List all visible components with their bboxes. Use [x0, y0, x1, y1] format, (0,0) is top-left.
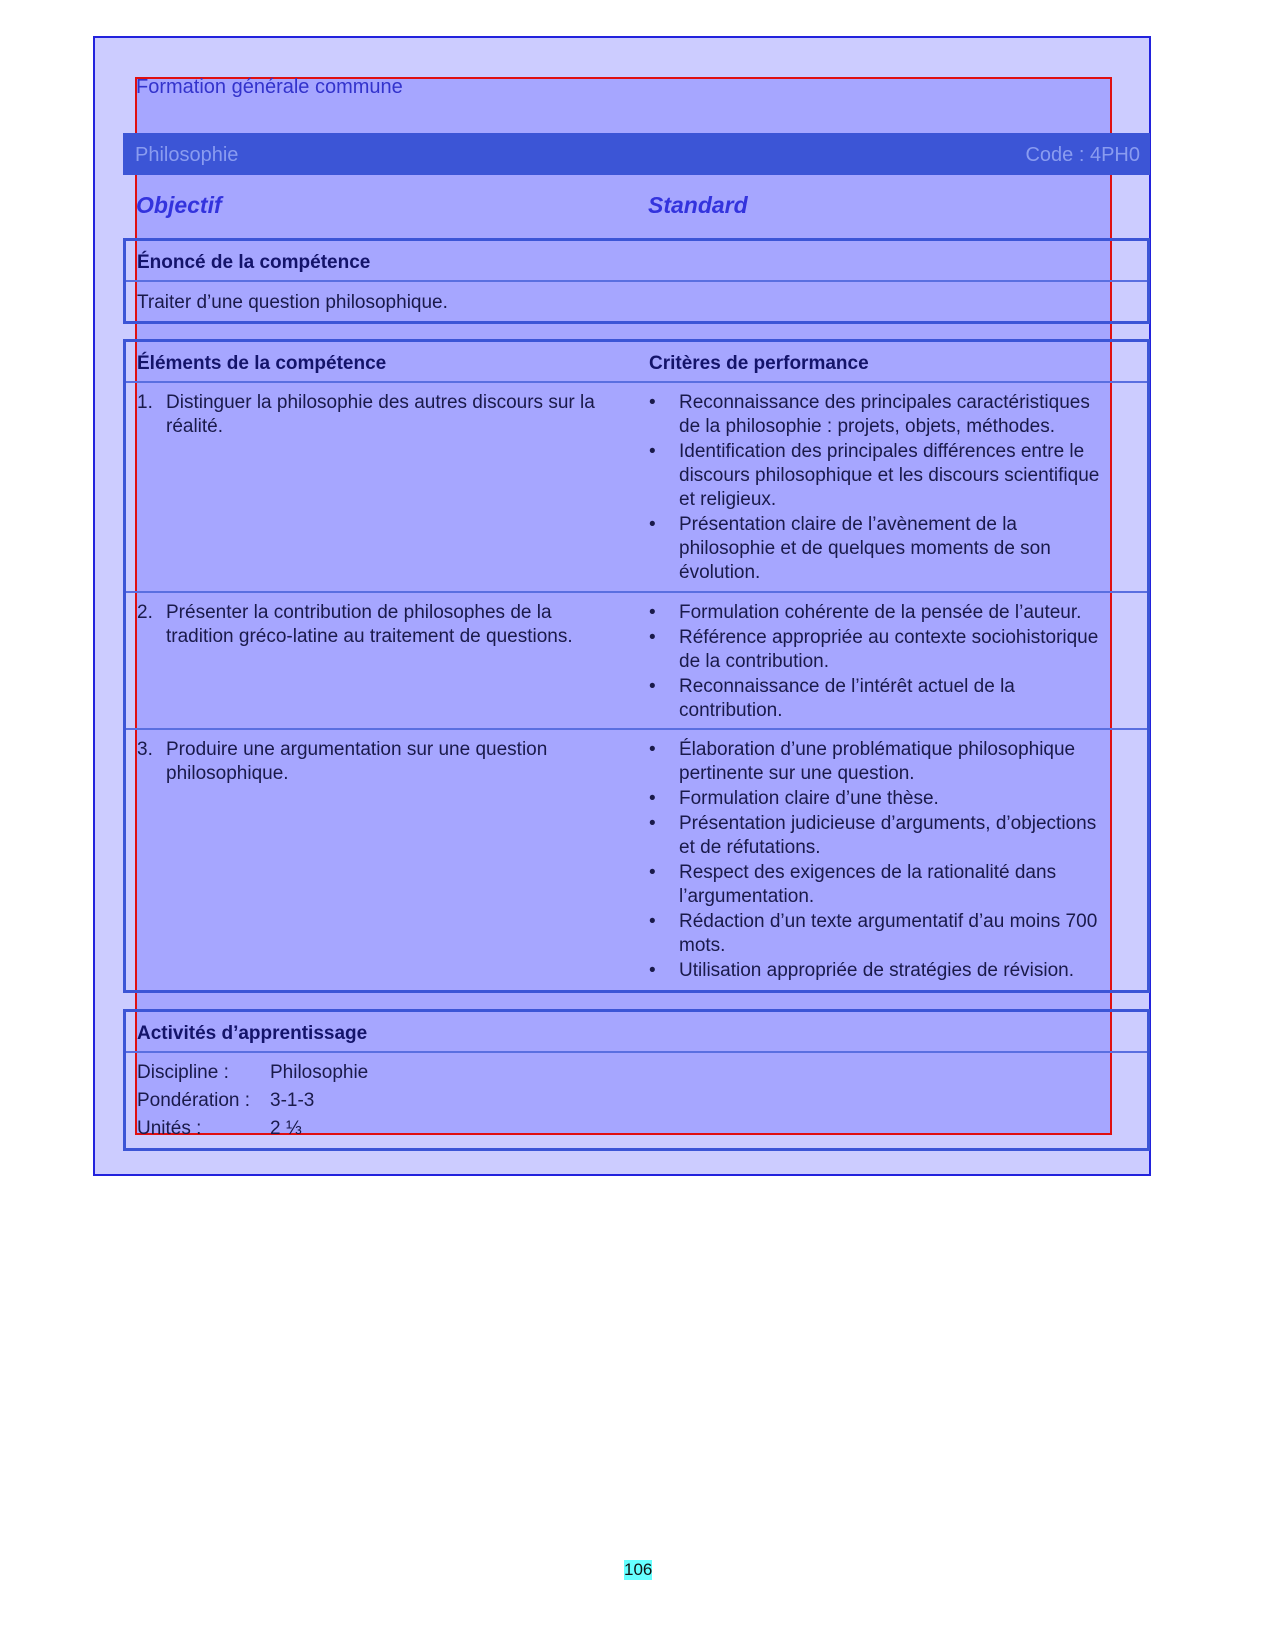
- criteria-text: Utilisation appropriée de stratégies de révision.: [679, 960, 1074, 981]
- course-code: [1025, 144, 1140, 167]
- section-title: Formation générale commune: [136, 76, 403, 98]
- course-code-value: 4PH0: [1089, 144, 1140, 166]
- element-row: [126, 593, 1147, 730]
- criteria-item: [649, 675, 1109, 723]
- criteria-text: Présentation claire de l’avènement de la philosophie et de quelques moments de son évolution.: [679, 514, 1051, 583]
- criteria-text: Respect des exigences de la rationalité dans l’argumentation.: [679, 862, 1057, 907]
- activites-body: [126, 1053, 1147, 1143]
- bullet-icon: •: [649, 602, 656, 623]
- element-text-block: [137, 601, 607, 649]
- criteria-item: [649, 601, 1109, 625]
- criteria-item: [649, 812, 1109, 860]
- element-text-block: [137, 738, 607, 786]
- bullet-icon: •: [649, 739, 656, 760]
- criteria-heading: Critères de performance: [649, 353, 869, 374]
- criteria-text: Reconnaissance des principales caractéristiques de la philosophie : projets, objets, méthodes.: [679, 392, 1090, 437]
- objective-heading: Objectif: [136, 192, 222, 218]
- element-text-block: [137, 391, 607, 439]
- course-name: Philosophie: [135, 144, 239, 166]
- elements-header: [126, 342, 1147, 383]
- page-number: 106: [624, 1560, 653, 1579]
- standard-heading: Standard: [648, 192, 748, 218]
- bullet-icon: •: [649, 911, 656, 932]
- enonce-box: [123, 238, 1150, 324]
- criteria-item: [649, 391, 1109, 439]
- criteria-text: Rédaction d’un texte argumentatif d’au moins 700 mots.: [679, 911, 1098, 956]
- bullet-icon: •: [649, 441, 656, 462]
- course-code-label: Code :: [1025, 144, 1085, 166]
- ponderation-line: [137, 1087, 1147, 1115]
- bullet-icon: •: [649, 788, 656, 809]
- course-bar: [123, 133, 1150, 175]
- unites-line: [137, 1115, 1147, 1143]
- criteria-text: Identification des principales différences entre le discours philosophique et les discours scientifique et religieux.: [679, 441, 1100, 510]
- discipline-line: [137, 1059, 1147, 1087]
- element-row: [126, 730, 1147, 992]
- unites-label: Unités :: [137, 1118, 202, 1139]
- elements-heading: Éléments de la compétence: [137, 353, 387, 374]
- criteria-item: [649, 910, 1109, 958]
- criteria-item: [649, 513, 1109, 585]
- discipline-label: Discipline :: [137, 1062, 229, 1083]
- ponderation-value: 3-1-3: [270, 1090, 315, 1111]
- bullet-icon: •: [649, 627, 656, 648]
- activites-box: [123, 1009, 1150, 1151]
- element-row: [126, 383, 1147, 593]
- criteria-item: [649, 440, 1109, 512]
- criteria-item: [649, 861, 1109, 909]
- criteria-text: Référence appropriée au contexte sociohistorique de la contribution.: [679, 627, 1099, 672]
- enonce-text: Traiter d’une question philosophique.: [137, 292, 448, 313]
- criteria-list: [649, 391, 1109, 586]
- criteria-item: [649, 626, 1109, 674]
- element-number: 1.: [137, 392, 153, 413]
- element-number: 3.: [137, 739, 153, 760]
- bullet-icon: •: [649, 392, 656, 413]
- criteria-text: Formulation claire d’une thèse.: [679, 788, 939, 809]
- bullet-icon: •: [649, 676, 656, 697]
- criteria-list: [649, 738, 1109, 984]
- bullet-icon: •: [649, 862, 656, 883]
- ponderation-label: Pondération :: [137, 1090, 251, 1111]
- unites-value: 2 ⅓: [270, 1118, 302, 1139]
- element-text: Présenter la contribution de philosophes de la tradition gréco-latine au traitement de questions.: [166, 602, 573, 647]
- element-text: Distinguer la philosophie des autres discours sur la réalité.: [166, 392, 595, 437]
- criteria-text: Élaboration d’une problématique philosophique pertinente sur une question.: [679, 739, 1076, 784]
- criteria-text: Reconnaissance de l’intérêt actuel de la contribution.: [679, 676, 1015, 721]
- elements-box: [123, 339, 1150, 993]
- criteria-text: Présentation judicieuse d’arguments, d’objections et de réfutations.: [679, 813, 1097, 858]
- bullet-icon: •: [649, 960, 656, 981]
- objective-standard-row: [136, 192, 1136, 222]
- criteria-text: Formulation cohérente de la pensée de l’auteur.: [679, 602, 1082, 623]
- criteria-item: [649, 738, 1109, 786]
- criteria-item: [649, 959, 1109, 983]
- criteria-item: [649, 787, 1109, 811]
- element-number: 2.: [137, 602, 153, 623]
- criteria-list: [649, 601, 1109, 724]
- activites-heading: Activités d’apprentissage: [126, 1012, 1147, 1053]
- enonce-heading: Énoncé de la compétence: [126, 241, 1147, 282]
- discipline-value: Philosophie: [270, 1062, 369, 1083]
- bullet-icon: •: [649, 813, 656, 834]
- bullet-icon: •: [649, 514, 656, 535]
- element-text: Produire une argumentation sur une question philosophique.: [166, 739, 548, 784]
